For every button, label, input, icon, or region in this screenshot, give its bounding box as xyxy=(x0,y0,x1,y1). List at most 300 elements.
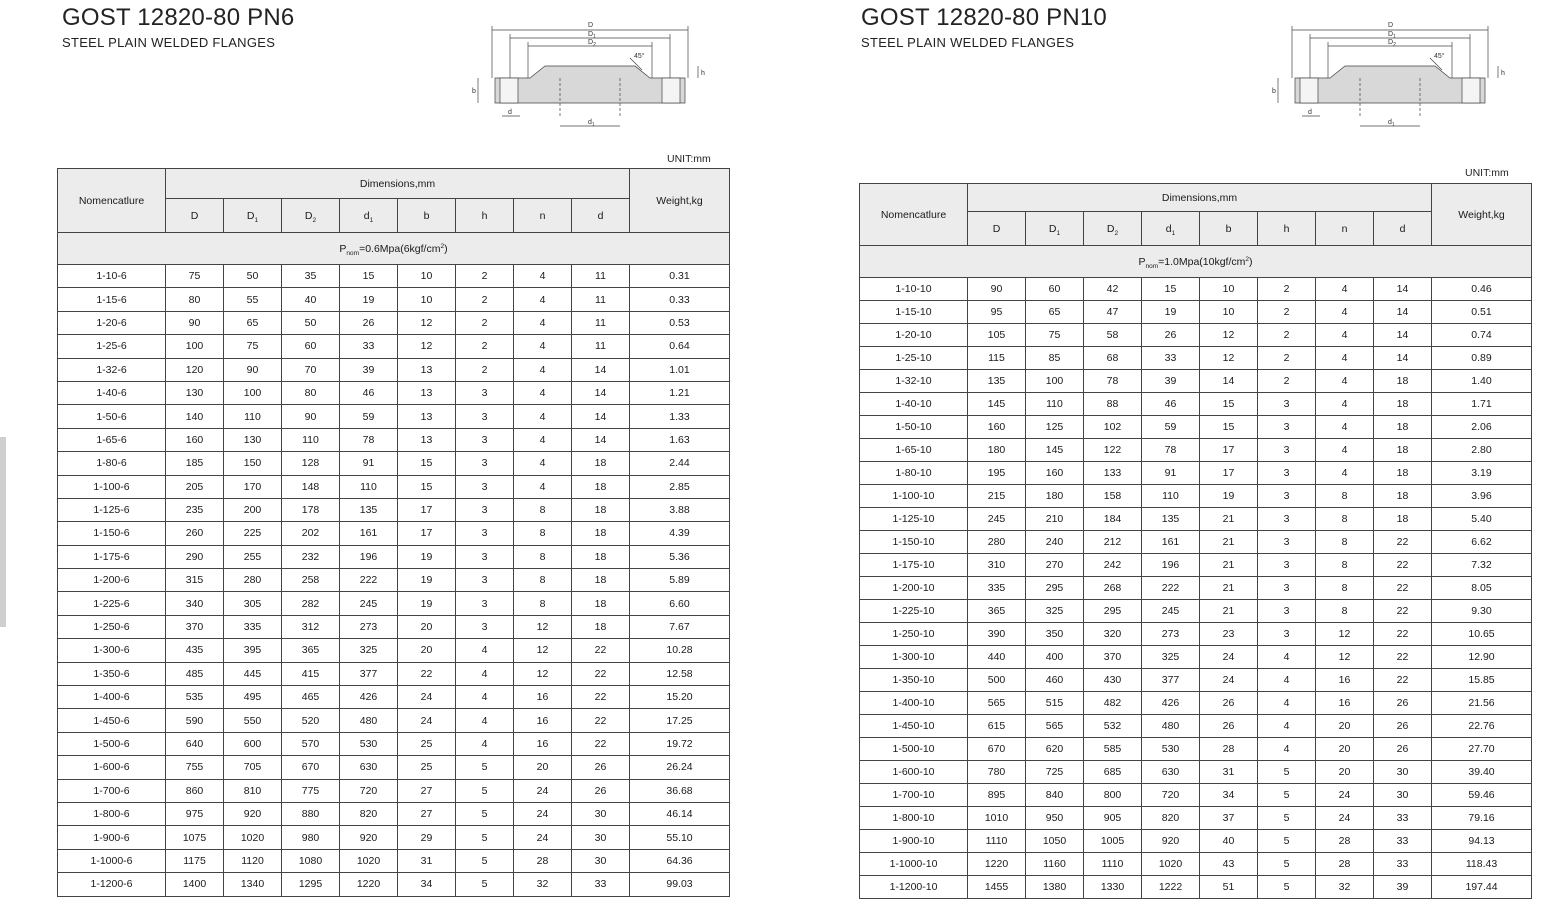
row-weight: 1.21 xyxy=(630,381,730,404)
table-row xyxy=(860,761,1532,784)
row-dimension: 258 xyxy=(282,569,340,592)
row-weight: 1.01 xyxy=(630,358,730,381)
row-dimension: 100 xyxy=(1026,370,1084,393)
row-dimension: 1050 xyxy=(1026,830,1084,853)
row-nomenclature: 1-40-10 xyxy=(860,393,968,416)
row-dimension: 480 xyxy=(1142,715,1200,738)
row-dimension: 270 xyxy=(1026,554,1084,577)
table-row xyxy=(860,554,1532,577)
row-dimension: 3 xyxy=(1258,554,1316,577)
header-col: h xyxy=(456,199,514,233)
row-dimension: 465 xyxy=(282,686,340,709)
row-dimension: 335 xyxy=(224,615,282,638)
row-dimension: 532 xyxy=(1084,715,1142,738)
row-nomenclature: 1-10-6 xyxy=(58,265,166,288)
row-dimension: 2 xyxy=(456,358,514,381)
row-dimension: 620 xyxy=(1026,738,1084,761)
row-dimension: 950 xyxy=(1026,807,1084,830)
row-dimension: 110 xyxy=(1142,485,1200,508)
row-dimension: 775 xyxy=(282,779,340,802)
header-col: n xyxy=(1316,212,1374,246)
row-dimension: 102 xyxy=(1084,416,1142,439)
row-dimension: 630 xyxy=(1142,761,1200,784)
row-dimension: 1455 xyxy=(968,876,1026,899)
row-dimension: 4 xyxy=(514,452,572,475)
header-col: h xyxy=(1258,212,1316,246)
row-dimension: 20 xyxy=(514,756,572,779)
row-nomenclature: 1-600-10 xyxy=(860,761,968,784)
row-nomenclature: 1-40-6 xyxy=(58,381,166,404)
row-dimension: 39 xyxy=(1142,370,1200,393)
row-nomenclature: 1-100-10 xyxy=(860,485,968,508)
table-row xyxy=(58,569,730,592)
flange-drawing xyxy=(470,18,710,136)
row-dimension: 40 xyxy=(282,288,340,311)
row-dimension: 5 xyxy=(1258,876,1316,899)
row-nomenclature: 1-600-6 xyxy=(58,756,166,779)
row-dimension: 28 xyxy=(1200,738,1258,761)
row-dimension: 75 xyxy=(166,265,224,288)
table-row xyxy=(58,732,730,755)
header-col: $D_2$ xyxy=(282,199,340,233)
row-dimension: 1005 xyxy=(1084,830,1142,853)
row-dimension: 10 xyxy=(1200,278,1258,301)
row-dimension: 15 xyxy=(1200,416,1258,439)
row-weight: 0.51 xyxy=(1432,301,1532,324)
row-dimension: 184 xyxy=(1084,508,1142,531)
row-dimension: 1010 xyxy=(968,807,1026,830)
row-dimension: 30 xyxy=(572,849,630,872)
diagram-label-D2: $D_2$ xyxy=(588,39,596,48)
row-weight: 118.43 xyxy=(1432,853,1532,876)
row-dimension: 90 xyxy=(282,405,340,428)
row-dimension: 148 xyxy=(282,475,340,498)
row-dimension: 110 xyxy=(340,475,398,498)
row-dimension: 3 xyxy=(1258,439,1316,462)
row-dimension: 90 xyxy=(166,311,224,334)
row-dimension: 33 xyxy=(1374,807,1432,830)
row-dimension: 59 xyxy=(340,405,398,428)
row-dimension: 495 xyxy=(224,686,282,709)
table-row xyxy=(58,662,730,685)
row-dimension: 18 xyxy=(572,475,630,498)
table-row xyxy=(860,784,1532,807)
row-dimension: 3 xyxy=(456,381,514,404)
table-row xyxy=(860,600,1532,623)
table-row xyxy=(58,545,730,568)
row-nomenclature: 1-225-10 xyxy=(860,600,968,623)
row-dimension: 30 xyxy=(1374,784,1432,807)
row-dimension: 196 xyxy=(1142,554,1200,577)
row-dimension: 29 xyxy=(398,826,456,849)
table-row xyxy=(58,802,730,825)
diagram-label-h: h xyxy=(701,70,705,77)
header-col: D xyxy=(166,199,224,233)
row-dimension: 395 xyxy=(224,639,282,662)
row-dimension: 720 xyxy=(340,779,398,802)
row-dimension: 43 xyxy=(1200,853,1258,876)
table-row xyxy=(58,311,730,334)
row-nomenclature: 1-50-10 xyxy=(860,416,968,439)
table-row xyxy=(58,288,730,311)
row-dimension: 12 xyxy=(514,639,572,662)
row-dimension: 26 xyxy=(572,779,630,802)
row-weight: 0.46 xyxy=(1432,278,1532,301)
diagram-label-d1: $d_1$ xyxy=(1388,119,1395,128)
pressure-rating: $P_{nom}=1.0Mpa(10kgf/cm^2)$ xyxy=(860,246,1532,278)
row-dimension: 32 xyxy=(1316,876,1374,899)
row-dimension: 85 xyxy=(1026,347,1084,370)
row-dimension: 185 xyxy=(166,452,224,475)
row-dimension: 340 xyxy=(166,592,224,615)
diagram-label-angle: 45° xyxy=(634,53,645,60)
row-dimension: 26 xyxy=(1374,738,1432,761)
row-dimension: 70 xyxy=(282,358,340,381)
row-dimension: 4 xyxy=(514,265,572,288)
row-dimension: 19 xyxy=(398,569,456,592)
row-dimension: 22 xyxy=(398,662,456,685)
row-dimension: 880 xyxy=(282,802,340,825)
row-dimension: 482 xyxy=(1084,692,1142,715)
row-dimension: 212 xyxy=(1084,531,1142,554)
row-dimension: 273 xyxy=(1142,623,1200,646)
row-dimension: 196 xyxy=(340,545,398,568)
row-dimension: 1330 xyxy=(1084,876,1142,899)
page-subtitle: STEEL PLAIN WELDED FLANGES xyxy=(861,35,1075,50)
row-dimension: 12 xyxy=(1200,324,1258,347)
row-dimension: 4 xyxy=(1316,370,1374,393)
row-dimension: 13 xyxy=(398,405,456,428)
row-nomenclature: 1-400-6 xyxy=(58,686,166,709)
row-dimension: 16 xyxy=(514,732,572,755)
row-dimension: 12 xyxy=(514,662,572,685)
row-dimension: 325 xyxy=(1026,600,1084,623)
row-weight: 21.56 xyxy=(1432,692,1532,715)
row-dimension: 12 xyxy=(398,335,456,358)
row-dimension: 2 xyxy=(1258,370,1316,393)
row-dimension: 160 xyxy=(1026,462,1084,485)
row-dimension: 1080 xyxy=(282,849,340,872)
row-dimension: 33 xyxy=(1374,830,1432,853)
row-nomenclature: 1-50-6 xyxy=(58,405,166,428)
row-dimension: 21 xyxy=(1200,600,1258,623)
row-weight: 9.30 xyxy=(1432,600,1532,623)
row-dimension: 1110 xyxy=(1084,853,1142,876)
row-dimension: 18 xyxy=(1374,393,1432,416)
row-nomenclature: 1-800-10 xyxy=(860,807,968,830)
row-dimension: 24 xyxy=(514,802,572,825)
row-dimension: 5 xyxy=(456,849,514,872)
row-dimension: 25 xyxy=(398,732,456,755)
row-dimension: 4 xyxy=(1316,462,1374,485)
row-nomenclature: 1-1000-6 xyxy=(58,849,166,872)
row-dimension: 24 xyxy=(1316,807,1374,830)
row-weight: 5.40 xyxy=(1432,508,1532,531)
table-row xyxy=(58,381,730,404)
table-row xyxy=(58,265,730,288)
row-dimension: 26 xyxy=(1374,692,1432,715)
row-dimension: 34 xyxy=(1200,784,1258,807)
row-dimension: 21 xyxy=(1200,531,1258,554)
table-row xyxy=(58,358,730,381)
row-dimension: 122 xyxy=(1084,439,1142,462)
row-dimension: 19 xyxy=(1200,485,1258,508)
row-dimension: 33 xyxy=(572,873,630,896)
row-dimension: 5 xyxy=(456,756,514,779)
row-nomenclature: 1-125-10 xyxy=(860,508,968,531)
row-dimension: 26 xyxy=(1200,692,1258,715)
row-dimension: 33 xyxy=(1374,853,1432,876)
row-dimension: 920 xyxy=(224,802,282,825)
row-dimension: 90 xyxy=(968,278,1026,301)
row-dimension: 14 xyxy=(1200,370,1258,393)
row-dimension: 26 xyxy=(340,311,398,334)
row-dimension: 20 xyxy=(1316,761,1374,784)
row-dimension: 3 xyxy=(456,405,514,428)
row-dimension: 440 xyxy=(968,646,1026,669)
row-dimension: 46 xyxy=(1142,393,1200,416)
table-row xyxy=(860,646,1532,669)
row-dimension: 800 xyxy=(1084,784,1142,807)
unit-label: UNIT:mm xyxy=(1465,167,1509,179)
row-dimension: 222 xyxy=(1142,577,1200,600)
row-dimension: 435 xyxy=(166,639,224,662)
row-dimension: 26 xyxy=(1200,715,1258,738)
row-dimension: 600 xyxy=(224,732,282,755)
row-dimension: 18 xyxy=(572,569,630,592)
row-dimension: 1075 xyxy=(166,826,224,849)
row-dimension: 24 xyxy=(398,686,456,709)
row-dimension: 47 xyxy=(1084,301,1142,324)
row-dimension: 50 xyxy=(224,265,282,288)
header-col: $D_2$ xyxy=(1084,212,1142,246)
row-dimension: 2 xyxy=(1258,347,1316,370)
row-dimension: 11 xyxy=(572,311,630,334)
row-dimension: 22 xyxy=(572,732,630,755)
row-weight: 2.85 xyxy=(630,475,730,498)
row-dimension: 10 xyxy=(398,288,456,311)
row-nomenclature: 1-150-6 xyxy=(58,522,166,545)
row-nomenclature: 1-80-6 xyxy=(58,452,166,475)
row-weight: 6.60 xyxy=(630,592,730,615)
row-dimension: 320 xyxy=(1084,623,1142,646)
row-dimension: 5 xyxy=(1258,761,1316,784)
row-dimension: 5 xyxy=(1258,853,1316,876)
row-dimension: 11 xyxy=(572,288,630,311)
row-dimension: 12 xyxy=(514,615,572,638)
row-nomenclature: 1-25-10 xyxy=(860,347,968,370)
table-row xyxy=(860,876,1532,899)
row-dimension: 18 xyxy=(1374,416,1432,439)
row-dimension: 150 xyxy=(224,452,282,475)
row-dimension: 18 xyxy=(572,592,630,615)
row-dimension: 245 xyxy=(1142,600,1200,623)
row-dimension: 4 xyxy=(1258,669,1316,692)
row-dimension: 4 xyxy=(1316,439,1374,462)
row-dimension: 242 xyxy=(1084,554,1142,577)
row-dimension: 20 xyxy=(398,639,456,662)
row-dimension: 78 xyxy=(1142,439,1200,462)
table-row xyxy=(860,393,1532,416)
row-weight: 1.33 xyxy=(630,405,730,428)
row-dimension: 133 xyxy=(1084,462,1142,485)
table-row xyxy=(58,428,730,451)
row-weight: 17.25 xyxy=(630,709,730,732)
row-dimension: 16 xyxy=(514,686,572,709)
table-row xyxy=(58,779,730,802)
flange-spec-table-pn6 xyxy=(57,168,730,897)
row-dimension: 725 xyxy=(1026,761,1084,784)
diagram-label-d1: $d_1$ xyxy=(588,119,595,128)
row-dimension: 12 xyxy=(1316,623,1374,646)
page-title: GOST 12820-80 PN6 xyxy=(62,4,295,31)
left-edge-scrollbar[interactable] xyxy=(0,437,6,627)
row-dimension: 18 xyxy=(572,615,630,638)
row-weight: 59.46 xyxy=(1432,784,1532,807)
row-dimension: 95 xyxy=(968,301,1026,324)
row-dimension: 100 xyxy=(224,381,282,404)
row-dimension: 445 xyxy=(224,662,282,685)
row-weight: 27.70 xyxy=(1432,738,1532,761)
row-dimension: 75 xyxy=(1026,324,1084,347)
row-dimension: 630 xyxy=(340,756,398,779)
table-row xyxy=(58,615,730,638)
row-weight: 12.58 xyxy=(630,662,730,685)
row-dimension: 22 xyxy=(572,662,630,685)
row-nomenclature: 1-15-10 xyxy=(860,301,968,324)
row-dimension: 4 xyxy=(514,335,572,358)
row-dimension: 18 xyxy=(1374,439,1432,462)
row-dimension: 310 xyxy=(968,554,1026,577)
table-row xyxy=(58,709,730,732)
row-dimension: 14 xyxy=(1374,347,1432,370)
row-dimension: 130 xyxy=(224,428,282,451)
row-nomenclature: 1-20-6 xyxy=(58,311,166,334)
row-dimension: 22 xyxy=(572,686,630,709)
row-dimension: 13 xyxy=(398,381,456,404)
row-dimension: 2 xyxy=(456,288,514,311)
row-dimension: 135 xyxy=(968,370,1026,393)
row-dimension: 8 xyxy=(1316,554,1374,577)
row-nomenclature: 1-225-6 xyxy=(58,592,166,615)
table-row xyxy=(860,278,1532,301)
row-dimension: 530 xyxy=(340,732,398,755)
row-dimension: 60 xyxy=(282,335,340,358)
row-dimension: 14 xyxy=(572,428,630,451)
row-dimension: 840 xyxy=(1026,784,1084,807)
row-dimension: 78 xyxy=(340,428,398,451)
row-dimension: 565 xyxy=(1026,715,1084,738)
row-dimension: 30 xyxy=(572,802,630,825)
row-dimension: 28 xyxy=(1316,853,1374,876)
row-dimension: 1120 xyxy=(224,849,282,872)
row-dimension: 4 xyxy=(1316,324,1374,347)
row-dimension: 17 xyxy=(398,522,456,545)
row-weight: 99.03 xyxy=(630,873,730,896)
row-nomenclature: 1-900-6 xyxy=(58,826,166,849)
row-nomenclature: 1-1200-6 xyxy=(58,873,166,896)
row-dimension: 365 xyxy=(968,600,1026,623)
row-dimension: 3 xyxy=(456,475,514,498)
row-dimension: 10 xyxy=(1200,301,1258,324)
row-dimension: 975 xyxy=(166,802,224,825)
row-weight: 0.33 xyxy=(630,288,730,311)
row-nomenclature: 1-25-6 xyxy=(58,335,166,358)
row-dimension: 20 xyxy=(1316,738,1374,761)
row-dimension: 18 xyxy=(572,452,630,475)
table-row xyxy=(58,475,730,498)
row-weight: 15.85 xyxy=(1432,669,1532,692)
row-dimension: 273 xyxy=(340,615,398,638)
row-dimension: 4 xyxy=(1258,715,1316,738)
row-nomenclature: 1-100-6 xyxy=(58,475,166,498)
diagram-label-D2: $D_2$ xyxy=(1388,39,1396,48)
row-dimension: 22 xyxy=(1374,531,1432,554)
row-weight: 39.40 xyxy=(1432,761,1532,784)
row-dimension: 105 xyxy=(968,324,1026,347)
row-dimension: 32 xyxy=(514,873,572,896)
header-weight: Weight,kg xyxy=(1432,184,1532,246)
row-dimension: 58 xyxy=(1084,324,1142,347)
row-dimension: 65 xyxy=(1026,301,1084,324)
table-row xyxy=(58,405,730,428)
row-dimension: 68 xyxy=(1084,347,1142,370)
row-dimension: 200 xyxy=(224,498,282,521)
row-dimension: 1400 xyxy=(166,873,224,896)
row-dimension: 390 xyxy=(968,623,1026,646)
row-weight: 0.74 xyxy=(1432,324,1532,347)
table-row xyxy=(860,416,1532,439)
row-dimension: 16 xyxy=(514,709,572,732)
row-dimension: 15 xyxy=(1200,393,1258,416)
row-dimension: 26 xyxy=(572,756,630,779)
row-dimension: 11 xyxy=(572,335,630,358)
row-dimension: 295 xyxy=(1084,600,1142,623)
diagram-label-h: h xyxy=(1501,70,1505,77)
row-dimension: 3 xyxy=(456,498,514,521)
row-dimension: 225 xyxy=(224,522,282,545)
row-dimension: 22 xyxy=(1374,600,1432,623)
row-dimension: 565 xyxy=(968,692,1026,715)
row-dimension: 1222 xyxy=(1142,876,1200,899)
row-dimension: 5 xyxy=(1258,830,1316,853)
row-dimension: 21 xyxy=(1200,554,1258,577)
table-row xyxy=(860,738,1532,761)
row-dimension: 370 xyxy=(166,615,224,638)
row-dimension: 18 xyxy=(1374,508,1432,531)
row-weight: 7.67 xyxy=(630,615,730,638)
row-dimension: 110 xyxy=(224,405,282,428)
row-dimension: 28 xyxy=(1316,830,1374,853)
row-dimension: 80 xyxy=(282,381,340,404)
table-row xyxy=(58,849,730,872)
row-dimension: 8 xyxy=(1316,485,1374,508)
header-col: D xyxy=(968,212,1026,246)
row-dimension: 3 xyxy=(1258,462,1316,485)
row-dimension: 325 xyxy=(1142,646,1200,669)
row-dimension: 245 xyxy=(340,592,398,615)
row-dimension: 115 xyxy=(968,347,1026,370)
row-nomenclature: 1-250-6 xyxy=(58,615,166,638)
row-dimension: 160 xyxy=(968,416,1026,439)
table-row xyxy=(860,531,1532,554)
row-weight: 94.13 xyxy=(1432,830,1532,853)
row-dimension: 33 xyxy=(340,335,398,358)
row-dimension: 24 xyxy=(514,826,572,849)
row-dimension: 75 xyxy=(224,335,282,358)
row-dimension: 11 xyxy=(572,265,630,288)
row-weight: 2.80 xyxy=(1432,439,1532,462)
